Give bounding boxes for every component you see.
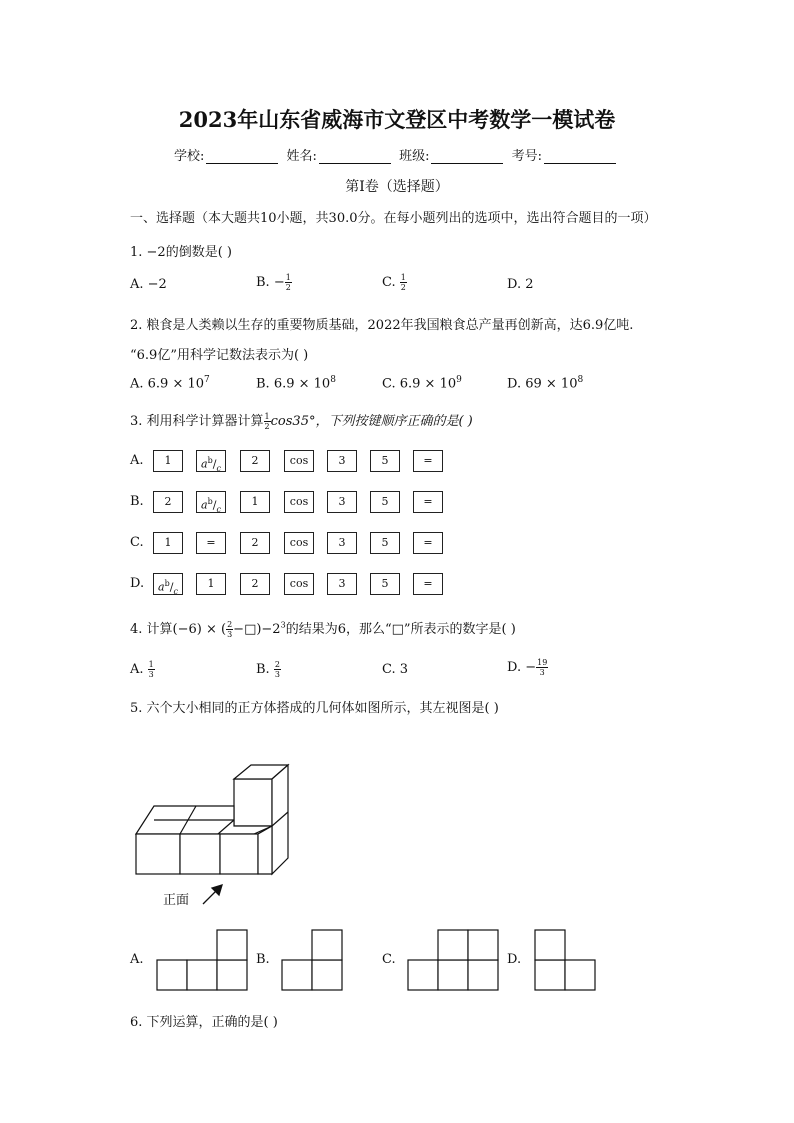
q3-text-post: cos35°，下列按键顺序正确的是( ) [270,414,473,429]
q2-option-c-label: C. 6.9 × 10 [382,376,457,392]
numerator: 2 [274,660,280,669]
calculator-key: 5 [370,450,400,472]
q1-option-d: D. 2 [507,277,534,292]
numerator: 2 [227,620,233,629]
calculator-key: = [413,532,443,554]
calculator-key: = [413,450,443,472]
calculator-key: = [413,573,443,595]
question-6: 6. 下列运算，正确的是( ) [130,1015,278,1030]
q5-option-b: B. [256,952,270,967]
section-heading: 一、选择题（本大题共10小题，共30.0分。在每小题列出的选项中，选出符合题目的一项） [130,211,657,226]
exponent: 7 [204,375,210,385]
question-1: 1. −2的倒数是( ) [130,245,232,260]
denominator: 3 [274,670,280,679]
exponent: 9 [456,375,462,385]
view-b [282,930,342,990]
q3-option-label: B. [130,494,144,509]
calculator-key: cos [284,573,314,595]
q4-option-d-label: D. − [507,660,537,675]
question-2-line-2: “6.9亿”用科学记数法表示为( ) [130,348,309,363]
calculator-key: 2 [240,450,270,472]
calculator-key: 1 [240,491,270,513]
calculator-key: = [413,491,443,513]
calculator-key: = [196,532,226,554]
exam-number-label: 考号: [511,149,542,164]
q5-option-d: D. [507,952,522,967]
numerator: 1 [264,412,270,421]
exponent: 8 [577,375,584,385]
class-label: 班级: [399,149,430,164]
numerator: 1 [148,660,154,669]
denominator: 2 [285,283,291,292]
name-label: 姓名: [286,149,317,164]
calculator-key: 1 [153,532,183,554]
calculator-key: 3 [327,450,357,472]
fraction-key: $a^b/_c$ [196,450,226,472]
q4-text-post: 的结果为6，那么“□”所表示的数字是( ) [285,622,516,637]
q2-option-d-label: D. 69 × 10 [507,376,578,392]
numerator: 1 [285,273,291,282]
q4-text-mid: −□)−2 [233,622,281,637]
calculator-key: 5 [370,491,400,513]
q4-option-c: C. 3 [382,662,409,677]
numerator: 19 [537,658,548,667]
q5-option-c: C. [382,952,396,967]
question-5: 5. 六个大小相同的正方体搭成的几何体如图所示，其左视图是( ) [130,701,499,716]
q4-option-a-label: A. [130,662,148,677]
q3-option-label: A. [130,453,144,468]
denominator: 3 [148,670,154,679]
calculator-key: 5 [370,573,400,595]
calculator-key: 3 [327,573,357,595]
q4-text-pre: 4. 计算(−6) × ( [130,622,227,637]
calculator-key: 5 [370,532,400,554]
view-d [535,930,595,990]
q2-option-b-label: B. 6.9 × 10 [256,376,331,392]
volume-heading: 第I卷（选择题） [345,179,449,195]
calculator-key: 3 [327,491,357,513]
calculator-key: cos [284,532,314,554]
calculator-key: cos [284,491,314,513]
calculator-key: 3 [327,532,357,554]
q3-option-label: C. [130,535,144,550]
school-label: 学校: [174,149,205,164]
denominator: 3 [539,668,545,677]
calculator-key: 1 [153,450,183,472]
calculator-key: 2 [240,532,270,554]
front-label: 正面 [163,893,190,908]
calculator-key: 2 [153,491,183,513]
page-title: 2023年山东省威海市文登区中考数学一模试卷 [178,107,616,132]
exponent: 3 [280,620,286,630]
q5-option-a: A. [130,952,144,967]
q3-option-label: D. [130,576,145,591]
calculator-key: cos [284,450,314,472]
fraction-key: $a^b/_c$ [153,573,183,595]
q4-option-b-label: B. [256,662,274,677]
exponent: 8 [330,375,336,385]
q1-option-a: A. −2 [130,277,167,292]
denominator: 2 [264,422,270,431]
calculator-key: 2 [240,573,270,595]
view-a [157,930,247,990]
denominator: 3 [227,630,233,639]
numerator: 1 [400,273,406,282]
q1-option-b-label: B. − [256,275,285,290]
question-2-line-1: 2. 粮食是人类赖以生存的重要物质基础，2022年我国粮食总产量再创新高，达6.9亿吨. [130,318,634,333]
q2-option-a-label: A. 6.9 × 10 [130,376,205,392]
denominator: 2 [400,283,406,292]
view-c [408,930,498,990]
q3-text-pre: 3. 利用科学计算器计算 [130,414,264,429]
q1-option-c-label: C. [382,275,400,290]
calculator-key: 1 [196,573,226,595]
fraction-key: $a^b/_c$ [196,491,226,513]
